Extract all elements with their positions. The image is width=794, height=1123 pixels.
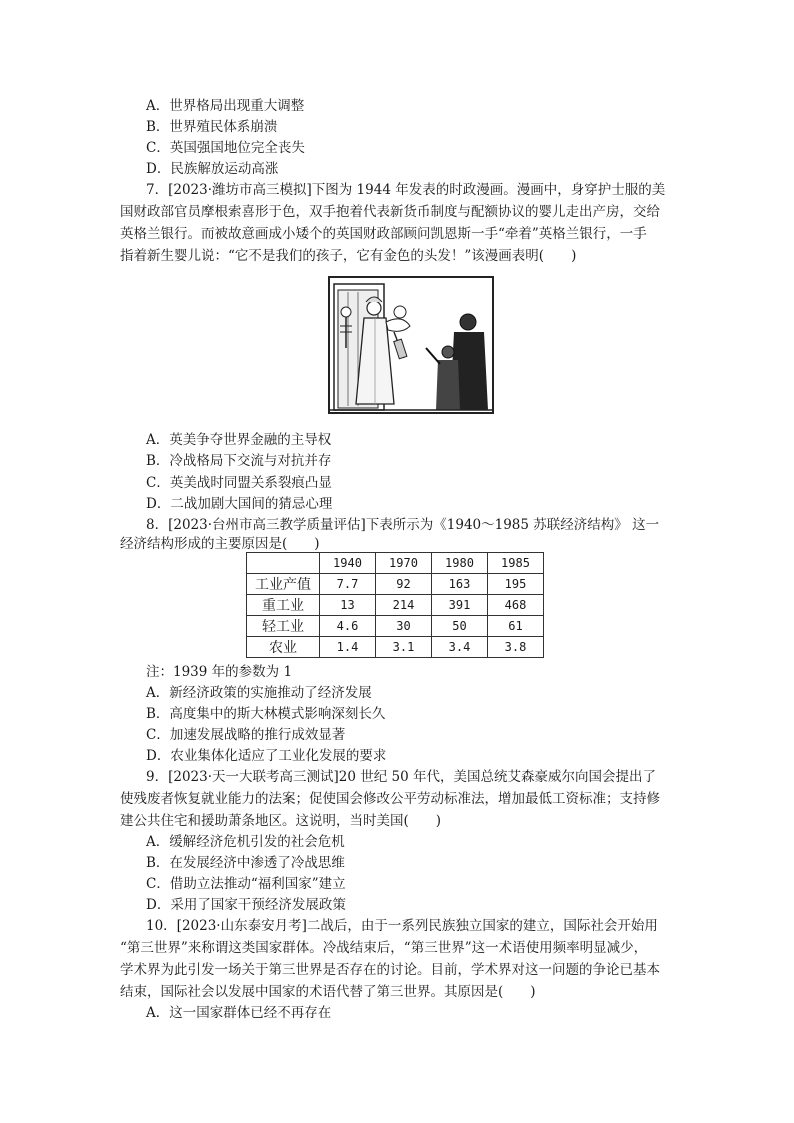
table-row [247, 595, 544, 616]
soviet-economy-table [246, 552, 544, 658]
q7-option-b: B．冷战格局下交流与对抗并存 [146, 453, 332, 469]
table-header-cell: 1970 [376, 553, 432, 574]
table-cell: 163 [432, 574, 488, 595]
table-header-cell: 1985 [488, 553, 544, 574]
table-cell: 1.4 [320, 637, 376, 658]
table-cell: 3.8 [488, 637, 544, 658]
table-cell: 7.7 [320, 574, 376, 595]
table-cell: 13 [320, 595, 376, 616]
q8-stem-line: 8．[2023·台州市高三教学质量评估]下表所示为《1940～1985 苏联经济结构》 这一 [146, 517, 660, 533]
table-row-label: 工业产值 [247, 574, 320, 595]
q7-option-a: A．英美争夺世界金融的主导权 [146, 432, 332, 448]
q10-stem-line: 学术界为此引发一场关于第三世界是否存在的讨论。目前，学术界对这一问题的争论已基本 [120, 962, 660, 978]
q7-stem-line: 国财政部官员摩根索喜形于色，双手抱着代表新货币制度与配额协议的婴儿走出产房，交给 [120, 204, 660, 220]
table-cell: 92 [376, 574, 432, 595]
table-row [247, 574, 544, 595]
q8-table-note: 注：1939 年的参数为 1 [146, 664, 293, 680]
q8-option-a: A．新经济政策的实施推动了经济发展 [146, 685, 372, 701]
q6-option-d: D．民族解放运动高涨 [146, 161, 279, 177]
q10-option-a: A．这一国家群体已经不再存在 [146, 1005, 332, 1021]
q7-option-c: C．英美战时同盟关系裂痕凸显 [146, 475, 332, 491]
q6-option-c: C．英国强国地位完全丧失 [146, 140, 305, 156]
q8-option-d: D．农业集体化适应了工业化发展的要求 [146, 748, 387, 764]
q10-stem-line: “第三世界”来称谓这类国家群体。冷战结束后，“第三世界”这一术语使用频率明显减少， [120, 940, 648, 956]
q9-option-c: C．借助立法推动“福利国家”建立 [146, 876, 346, 892]
q7-stem-line: 英格兰银行。而被故意画成小矮个的英国财政部顾问凯恩斯一手“牵着”英格兰银行，一手 [120, 226, 647, 242]
political-cartoon-image [328, 276, 494, 414]
table-row-label: 轻工业 [247, 616, 320, 637]
q10-stem-line: 结束，国际社会以发展中国家的术语代替了第三世界。其原因是( ) [120, 984, 536, 1000]
q9-stem-line: 使残废者恢复就业能力的法案；促使国会修改公平劳动标准法，增加最低工资标准；支持修 [120, 791, 660, 807]
q6-option-b: B．世界殖民体系崩溃 [146, 119, 278, 135]
q6-option-a: A．世界格局出现重大调整 [146, 98, 305, 114]
q9-option-a: A．缓解经济危机引发的社会危机 [146, 834, 345, 850]
q8-option-b: B．高度集中的斯大林模式影响深刻长久 [146, 706, 386, 722]
table-cell: 214 [376, 595, 432, 616]
table-row-label: 农业 [247, 637, 320, 658]
table-header-cell [247, 553, 320, 574]
table-header-cell: 1980 [432, 553, 488, 574]
table-cell: 3.1 [376, 637, 432, 658]
q8-option-c: C．加速发展战略的推行成效显著 [146, 727, 346, 743]
table-row [247, 616, 544, 637]
table-row [247, 637, 544, 658]
q8-stem-line: 经济结构形成的主要原因是( ) [120, 536, 320, 552]
table-cell: 391 [432, 595, 488, 616]
q9-option-d: D．采用了国家干预经济发展政策 [146, 897, 346, 913]
q9-stem-line: 建公共住宅和援助萧条地区。这说明，当时美国( ) [120, 813, 442, 829]
q9-stem-line: 9．[2023·天一大联考高三测试]20 世纪 50 年代，美国总统艾森豪威尔向国会提出了 [146, 769, 656, 785]
table-cell: 3.4 [432, 637, 488, 658]
table-cell: 195 [488, 574, 544, 595]
q7-option-d: D．二战加剧大国间的猜忌心理 [146, 496, 333, 512]
table-cell: 30 [376, 616, 432, 637]
cartoon-drawing [330, 278, 492, 412]
table-header-row [247, 553, 544, 574]
q7-stem-line: 指着新生婴儿说：“它不是我们的孩子，它有金色的头发！”该漫画表明( ) [120, 248, 577, 264]
table-cell: 4.6 [320, 616, 376, 637]
table-cell: 468 [488, 595, 544, 616]
q9-option-b: B．在发展经济中渗透了冷战思维 [146, 855, 345, 871]
q7-stem-line: 7．[2023·潍坊市高三模拟]下图为 1944 年发表的时政漫画。漫画中，身穿护士服的美 [146, 182, 666, 198]
table-cell: 50 [432, 616, 488, 637]
q10-stem-line: 10．[2023·山东泰安月考]二战后，由于一系列民族独立国家的建立，国际社会开始用 [146, 918, 658, 934]
table-header-cell: 1940 [320, 553, 376, 574]
table-row-label: 重工业 [247, 595, 320, 616]
table-cell: 61 [488, 616, 544, 637]
